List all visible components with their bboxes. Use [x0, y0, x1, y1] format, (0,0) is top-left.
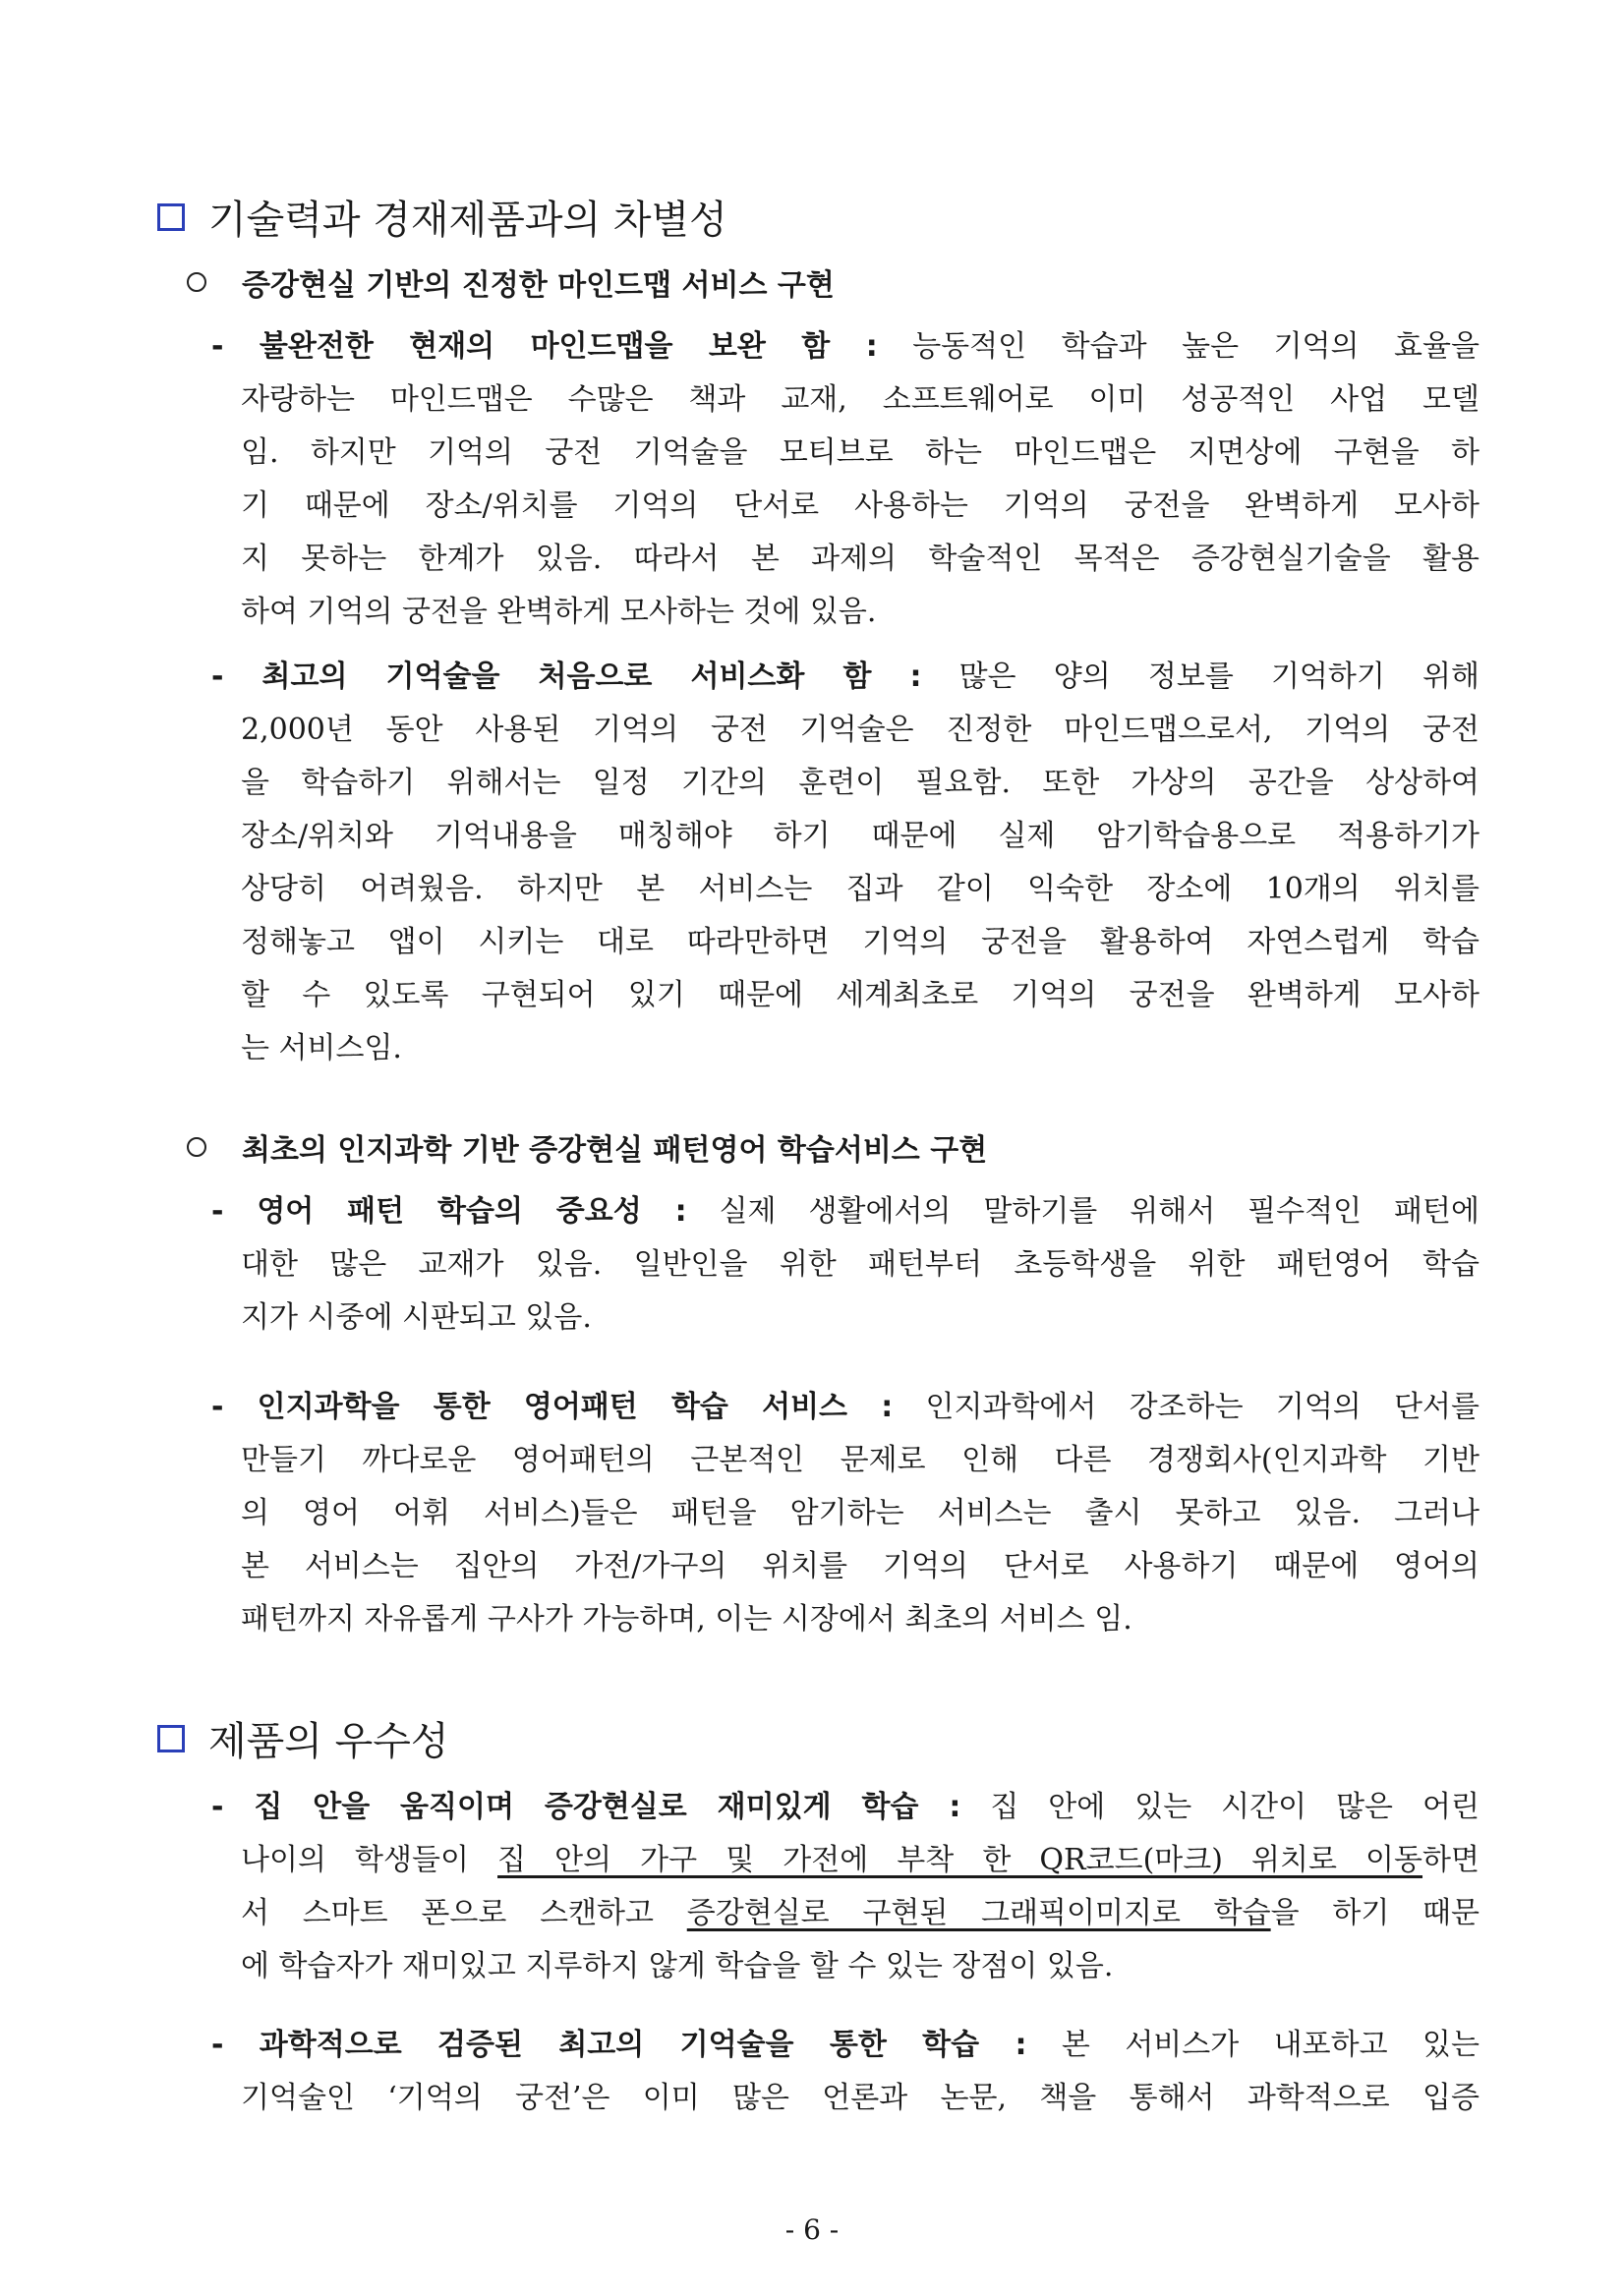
paragraph-lead: - 인지과학을 통한 영어패턴 학습 서비스 : — [211, 1390, 894, 1424]
page-number: - 6 - — [784, 2213, 840, 2246]
square-bullet-icon — [157, 1725, 185, 1752]
paragraph-line: 지 못하는 한계가 있음. 따라서 본 과제의 학술적인 목적은 증강현실기술을 활용 — [241, 542, 1479, 576]
paragraph-text: 인지과학에서 강조하는 기억의 단서를 — [925, 1390, 1479, 1424]
paragraph-best-mnemonic — [211, 651, 1479, 1075]
paragraph-line: 하여 기억의 궁전을 완벽하게 모사하는 것에 있음. — [241, 595, 877, 629]
paragraph-line: 장소/위치와 기억내용을 매칭해야 하기 때문에 실제 암기학습용으로 적용하기가 — [241, 819, 1479, 853]
paragraph-line: 대한 많은 교재가 있음. 일반인을 위한 패턴부터 초등학생을 위한 패턴영어 학습 — [241, 1247, 1479, 1282]
paragraph-line: 기억술인 ‘기억의 궁전’은 이미 많은 언론과 논문, 책을 통해서 과학적으로 입증 — [241, 2081, 1479, 2115]
paragraph-text: 능동적인 학습과 높은 기억의 효율을 — [912, 329, 1479, 364]
paragraph-lead: - 과학적으로 검증된 최고의 기억술을 통한 학습 : — [211, 2028, 1027, 2062]
paragraph-text: 실제 생활에서의 말하기를 위해서 필수적인 패턴에 — [719, 1194, 1479, 1229]
section-title: 제품의 우수성 — [208, 1719, 449, 1764]
circle-bullet-icon — [187, 1137, 206, 1157]
paragraph-text: 집 안에 있는 시간이 많은 어린 — [990, 1790, 1479, 1824]
paragraph-line: 임. 하지만 기억의 궁전 기억술을 모티브로 하는 마인드맵은 지면상에 구현을 하 — [241, 435, 1479, 470]
paragraph-line: 에 학습자가 재미있고 지루하지 않게 학습을 할 수 있는 장점이 있음. — [241, 1949, 1114, 1983]
paragraph-line: 을 학습하기 위해서는 일정 기간의 훈련이 필요함. 또한 가상의 공간을 상상하여 — [241, 766, 1479, 800]
paragraph-line: 패턴까지 자유롭게 구사가 가능하며, 이는 시장에서 최초의 서비스 임. — [241, 1602, 1132, 1636]
paragraph-lead: - 집 안을 움직이며 증강현실로 재미있게 학습 : — [211, 1790, 961, 1824]
subheading-title: 최초의 인지과학 기반 증강현실 패턴영어 학습서비스 구현 — [242, 1133, 988, 1168]
paragraph-line: 지가 시중에 시판되고 있음. — [241, 1300, 592, 1335]
paragraph-ar-learning — [211, 1781, 1479, 1993]
underlined-text: 집 안의 가구 및 가전에 부착 한 QR코드(마크) 위치로 이동 — [497, 1843, 1423, 1877]
underlined-text: 증강현실로 구현된 그래픽이미지로 학습 — [686, 1896, 1271, 1930]
section-title: 기술력과 경재제품과의 차별성 — [208, 198, 727, 243]
paragraph-pattern-importance — [211, 1185, 1479, 1345]
square-bullet-icon — [157, 203, 185, 231]
paragraph-text: 하면 — [1422, 1843, 1479, 1877]
section-heading-excellence — [157, 1710, 449, 1766]
paragraph-text: 을 하기 때문 — [1270, 1896, 1479, 1930]
paragraph-lead: - 불완전한 현재의 마인드맵을 보완 함 : — [211, 329, 878, 364]
paragraph-line: 정해놓고 앱이 시키는 대로 따라만하면 기억의 궁전을 활용하여 자연스럽게 학습 — [241, 925, 1479, 959]
paragraph-line: 할 수 있도록 구현되어 있기 때문에 세계최초로 기억의 궁전을 완벽하게 모사하 — [241, 978, 1479, 1012]
paragraph-line: 만들기 까다로운 영어패턴의 근본적인 문제로 인해 다른 경쟁회사(인지과학 기반 — [241, 1443, 1479, 1477]
paragraph-lead: - 영어 패턴 학습의 중요성 : — [211, 1194, 687, 1229]
paragraph-line: 기 때문에 장소/위치를 기억의 단서로 사용하는 기억의 궁전을 완벽하게 모사하 — [241, 488, 1479, 523]
paragraph-text: 본 서비스가 내포하고 있는 — [1061, 2028, 1479, 2062]
subheading-title: 증강현실 기반의 진정한 마인드맵 서비스 구현 — [242, 268, 835, 303]
paragraph-line: 본 서비스는 집안의 가전/가구의 위치를 기억의 단서로 사용하기 때문에 영어의 — [241, 1549, 1479, 1583]
paragraph-text: 나이의 학생들이 — [241, 1843, 469, 1877]
paragraph-lead: - 최고의 기억술을 처음으로 서비스화 함 : — [211, 660, 922, 694]
paragraph-text: 서 스마트 폰으로 스캔하고 — [241, 1896, 654, 1930]
paragraph-line: 2,000년 동안 사용된 기억의 궁전 기억술은 진정한 마인드맵으로서, 기억의 궁전 — [241, 713, 1479, 747]
section-heading-differentiation — [157, 189, 727, 245]
subheading-pattern-english — [187, 1125, 987, 1169]
paragraph-line: 상당히 어려웠음. 하지만 본 서비스는 집과 같이 익숙한 장소에 10개의 위치를 — [241, 872, 1479, 906]
paragraph-text: 많은 양의 정보를 기억하기 위해 — [958, 660, 1479, 694]
paragraph-line: 는 서비스임. — [241, 1031, 402, 1065]
paragraph-scientific-mnemonic — [211, 2019, 1479, 2125]
paragraph-incomplete-mindmap — [211, 320, 1479, 639]
paragraph-line: 자랑하는 마인드맵은 수많은 책과 교재, 소프트웨어로 이미 성공적인 사업 모델 — [241, 382, 1479, 417]
circle-bullet-icon — [187, 272, 206, 292]
subheading-mindmap — [187, 260, 835, 304]
paragraph-line: 의 영어 어휘 서비스)들은 패턴을 암기하는 서비스는 출시 못하고 있음. 그러나 — [241, 1496, 1479, 1530]
paragraph-cognitive-pattern — [211, 1381, 1479, 1646]
